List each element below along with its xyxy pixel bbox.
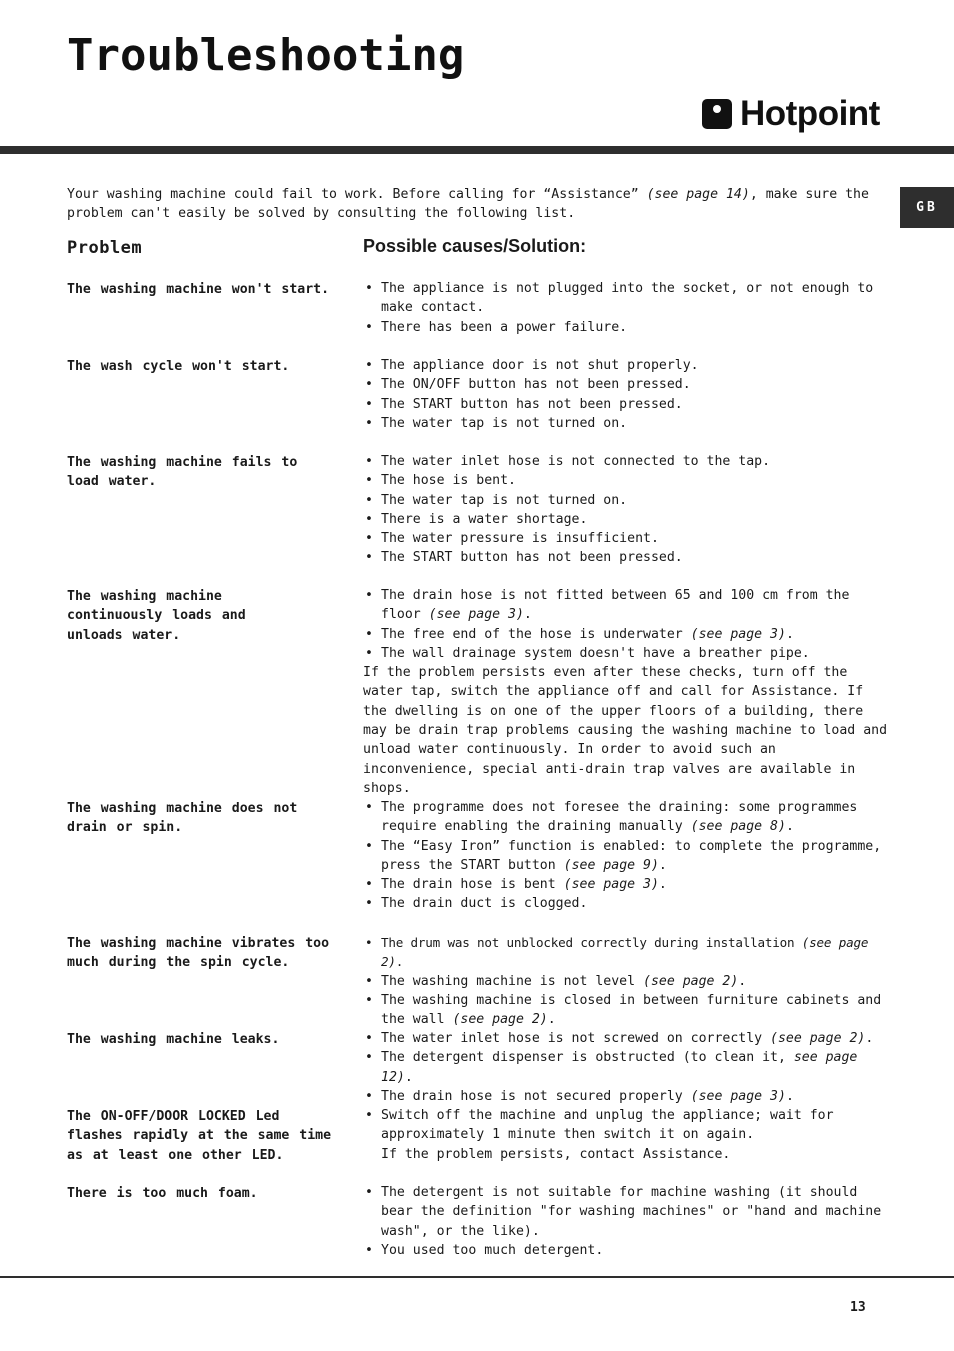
problem-text: There is too much foam.: [67, 1186, 258, 1201]
cause-list: [363, 798, 888, 914]
cause-item: • The water tap is not turned on.: [363, 414, 888, 433]
solution-block: [363, 279, 888, 337]
cause-item: • The START button has not been pressed.: [363, 395, 888, 414]
cause-item: • Switch off the machine and unplug the appliance; wait for approximately 1 minute then switch it on again.: [363, 1106, 888, 1145]
cause-item: • There is a water shortage.: [363, 510, 888, 529]
cause-list: [363, 586, 888, 663]
cause-item: • The detergent is not suitable for machine washing (it should bear the definition "for washing machines" or "hand and machine wash", or the like).: [363, 1183, 888, 1241]
footer-divider: [0, 1276, 954, 1278]
cause-item: • The appliance is not plugged into the socket, or not enough to make contact.: [363, 279, 888, 318]
page-title: Troubleshooting: [67, 30, 465, 81]
cause-item: • The programme does not foresee the draining: some programmes require enabling the draining manually (see page 8).: [363, 798, 888, 837]
solution-block: [363, 798, 888, 914]
solution-block: [363, 1183, 888, 1260]
cause-item: • There has been a power failure.: [363, 318, 888, 337]
brand-logo: [702, 96, 880, 132]
cause-item: • The washing machine is not level (see page 2).: [363, 972, 888, 991]
cause-item: • The washing machine is closed in between furniture cabinets and the wall (see page 2).: [363, 991, 888, 1030]
cause-item: • You used too much detergent.: [363, 1241, 888, 1260]
intro-text-end: , make sure the problem can't easily be solved by consulting the following list.: [67, 187, 869, 221]
cause-note: If the problem persists, contact Assistance.: [381, 1146, 731, 1162]
cause-item: • The wall drainage system doesn't have a breather pipe.: [363, 644, 888, 663]
intro-paragraph: [67, 185, 887, 223]
problem-text: The washing machine won't start.: [67, 282, 330, 297]
cause-item: • The drain hose is not secured properly (see page 3).: [363, 1087, 888, 1106]
solution-block: [363, 933, 888, 1029]
cause-item: • The water inlet hose is not screwed on correctly (see page 2).: [363, 1029, 888, 1048]
cause-item: • The free end of the hose is underwater (see page 3).: [363, 625, 888, 644]
cause-list: [363, 1106, 888, 1145]
cause-item: • The drain hose is not fitted between 65 and 100 cm from the floor (see page 3).: [363, 586, 888, 625]
solution-block: [363, 1106, 888, 1164]
cause-item: • The ON/OFF button has not been pressed.: [363, 375, 888, 394]
causes-column-header: Possible causes/Solution:: [363, 236, 587, 256]
problem-text: The wash cycle won't start.: [67, 359, 290, 374]
solution-block: [363, 452, 888, 568]
cause-list: [363, 1183, 888, 1260]
intro-text: Your washing machine could fail to work. Before calling for “Assistance”: [67, 187, 647, 202]
cause-item: • The START button has not been pressed.: [363, 548, 888, 567]
brand-name: Hotpoint: [740, 94, 880, 133]
solution-block: [363, 586, 888, 798]
problem-text: The washing machine does not drain or spin.: [67, 801, 298, 836]
problem-column-header: Problem: [67, 238, 143, 258]
cause-list: [363, 1029, 888, 1106]
solution-block: [363, 356, 888, 433]
header-divider: [0, 146, 954, 154]
cause-item: • The water tap is not turned on.: [363, 491, 888, 510]
cause-item: • The water inlet hose is not connected to the tap.: [363, 452, 888, 471]
solution-block: [363, 1029, 888, 1106]
cause-item: • The water pressure is insufficient.: [363, 529, 888, 548]
cause-list: [363, 452, 888, 568]
cause-item: • The “Easy Iron” function is enabled: to complete the programme, press the START button (see page 9).: [363, 837, 888, 876]
language-tab: GB: [900, 187, 954, 228]
hotpoint-logo-icon: [702, 99, 732, 129]
page-number: 13: [850, 1300, 866, 1315]
cause-note: If the problem persists even after these checks, turn off the water tap, switch the appliance off and call for Assistance. If the dwelling is on one of the upper floors of a building, there may be drain trap problems causing the washing machine to load and unload water continuously. In order to avoid such an inconvenience, special anti-drain trap valves are available in shops.: [363, 665, 888, 796]
problem-text: The washing machine fails to load water.: [67, 455, 298, 490]
problem-text: The washing machine continuously loads and unloads water.: [67, 589, 246, 643]
cause-item: • The drum was not unblocked correctly during installation (see page 2).: [363, 933, 888, 972]
cause-item: • The drain duct is clogged.: [363, 894, 888, 913]
cause-item: • The appliance door is not shut properly.: [363, 356, 888, 375]
cause-item: • The detergent dispenser is obstructed (to clean it, see page 12).: [363, 1048, 888, 1087]
cause-list: [363, 933, 888, 1029]
cause-list: [363, 356, 888, 433]
problem-text: The washing machine vibrates too much during the spin cycle.: [67, 936, 330, 971]
cause-list: [363, 279, 888, 337]
problem-text: The ON-OFF/DOOR LOCKED Led flashes rapidly at the same time as at least one other LED.: [67, 1109, 332, 1163]
cause-item: • The drain hose is bent (see page 3).: [363, 875, 888, 894]
problem-text: The washing machine leaks.: [67, 1032, 280, 1047]
intro-page-ref: (see page 14): [646, 187, 750, 202]
cause-item: • The hose is bent.: [363, 471, 888, 490]
